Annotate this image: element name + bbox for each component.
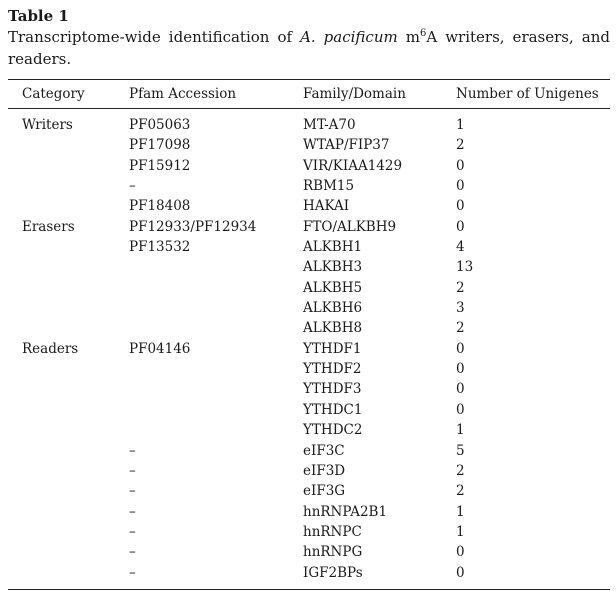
table-title: [8, 26, 610, 70]
title-text-end: A writers, erasers, and readers.: [8, 28, 610, 68]
table-row: [0, 176, 616, 196]
header-category: Category: [22, 86, 85, 102]
cell-pfam-accession: –: [129, 503, 136, 520]
header-number-of-unigenes: Number of Unigenes: [456, 86, 599, 102]
table-row: [0, 217, 616, 237]
cell-number-of-unigenes: 0: [456, 198, 465, 215]
title-m: m: [397, 28, 420, 46]
cell-number-of-unigenes: 0: [456, 401, 465, 418]
cell-number-of-unigenes: 1: [456, 117, 465, 133]
table-row: [0, 278, 616, 298]
cell-number-of-unigenes: 0: [456, 340, 465, 357]
table-label: Table 1: [8, 7, 69, 25]
cell-number-of-unigenes: 0: [456, 218, 465, 235]
table-row: [0, 359, 616, 379]
cell-pfam-accession: –: [129, 462, 136, 479]
cell-number-of-unigenes: 2: [456, 462, 465, 479]
table-row: [0, 461, 616, 481]
cell-number-of-unigenes: 2: [456, 483, 465, 500]
cell-family-domain: ALKBH5: [303, 279, 363, 296]
cell-pfam-accession: PF05063: [129, 117, 191, 133]
cell-pfam-accession: PF12933/PF12934: [129, 218, 257, 235]
cell-family-domain: YTHDF2: [303, 361, 362, 378]
cell-family-domain: YTHDC1: [303, 401, 363, 418]
cell-number-of-unigenes: 1: [456, 422, 465, 439]
table-row: [0, 237, 616, 257]
table-row: [0, 135, 616, 155]
cell-number-of-unigenes: 2: [456, 137, 465, 154]
cell-family-domain: eIF3D: [303, 462, 346, 479]
table-row: [0, 196, 616, 216]
cell-number-of-unigenes: 4: [456, 239, 465, 256]
table-row: [0, 563, 616, 583]
cell-family-domain: ALKBH8: [303, 320, 363, 337]
table-caption: [8, 6, 610, 70]
cell-category: Readers: [22, 340, 79, 357]
cell-family-domain: ALKBH6: [303, 300, 363, 317]
table-row: [0, 502, 616, 522]
title-superscript: 6: [419, 28, 427, 39]
cell-number-of-unigenes: 0: [456, 544, 465, 561]
cell-family-domain: hnRNPA2B1: [303, 503, 388, 520]
cell-pfam-accession: –: [129, 564, 136, 581]
cell-pfam-accession: –: [129, 483, 136, 500]
table-row: [0, 420, 616, 440]
cell-number-of-unigenes: 0: [456, 381, 465, 398]
cell-family-domain: eIF3G: [303, 483, 346, 500]
cell-family-domain: HAKAI: [303, 198, 350, 215]
table-body: [0, 115, 616, 583]
cell-pfam-accession: –: [129, 523, 136, 540]
cell-family-domain: eIF3C: [303, 442, 345, 459]
header-family-domain: Family/Domain: [303, 86, 406, 102]
table-row: [0, 257, 616, 277]
cell-number-of-unigenes: 13: [456, 259, 474, 276]
cell-pfam-accession: PF04146: [129, 340, 191, 357]
table-row: [0, 339, 616, 359]
cell-number-of-unigenes: 3: [456, 300, 465, 317]
table-row: [0, 379, 616, 399]
cell-pfam-accession: PF17098: [129, 137, 191, 154]
table-row: [0, 400, 616, 420]
cell-number-of-unigenes: 0: [456, 564, 465, 581]
cell-pfam-accession: –: [129, 178, 136, 195]
cell-pfam-accession: –: [129, 442, 136, 459]
table-row: [0, 542, 616, 562]
cell-number-of-unigenes: 2: [456, 279, 465, 296]
cell-family-domain: WTAP/FIP37: [303, 137, 390, 154]
header-pfam-accession: Pfam Accession: [129, 86, 237, 102]
cell-family-domain: ALKBH3: [303, 259, 363, 276]
table-top-rule: [8, 79, 610, 80]
cell-family-domain: ALKBH1: [303, 239, 363, 256]
cell-pfam-accession: PF18408: [129, 198, 191, 215]
cell-category: Writers: [22, 117, 73, 133]
cell-pfam-accession: PF15912: [129, 157, 191, 174]
cell-number-of-unigenes: 1: [456, 503, 465, 520]
title-species: A. pacificum: [300, 28, 398, 46]
table-row: [0, 441, 616, 461]
cell-family-domain: RBM15: [303, 178, 355, 195]
table-row: [0, 318, 616, 338]
cell-family-domain: VIR/KIAA1429: [303, 157, 403, 174]
table-row: [0, 522, 616, 542]
cell-family-domain: YTHDF3: [303, 381, 362, 398]
cell-family-domain: YTHDF1: [303, 340, 362, 357]
cell-number-of-unigenes: 5: [456, 442, 465, 459]
cell-number-of-unigenes: 0: [456, 361, 465, 378]
cell-number-of-unigenes: 0: [456, 157, 465, 174]
cell-number-of-unigenes: 1: [456, 523, 465, 540]
table-bottom-rule: [8, 589, 610, 590]
cell-family-domain: FTO/ALKBH9: [303, 218, 397, 235]
cell-family-domain: YTHDC2: [303, 422, 363, 439]
cell-family-domain: hnRNPG: [303, 544, 363, 561]
cell-number-of-unigenes: 2: [456, 320, 465, 337]
title-text-start: Transcriptome-wide identification of: [8, 28, 301, 46]
table-header-rule: [8, 108, 610, 109]
table-row: [0, 298, 616, 318]
cell-pfam-accession: PF13532: [129, 239, 191, 256]
table-row: [0, 115, 616, 135]
cell-family-domain: hnRNPC: [303, 523, 362, 540]
cell-pfam-accession: –: [129, 544, 136, 561]
table-row: [0, 156, 616, 176]
cell-number-of-unigenes: 0: [456, 178, 465, 195]
table-row: [0, 481, 616, 501]
cell-family-domain: IGF2BPs: [303, 564, 363, 581]
cell-category: Erasers: [22, 218, 75, 235]
cell-family-domain: MT-A70: [303, 117, 356, 133]
